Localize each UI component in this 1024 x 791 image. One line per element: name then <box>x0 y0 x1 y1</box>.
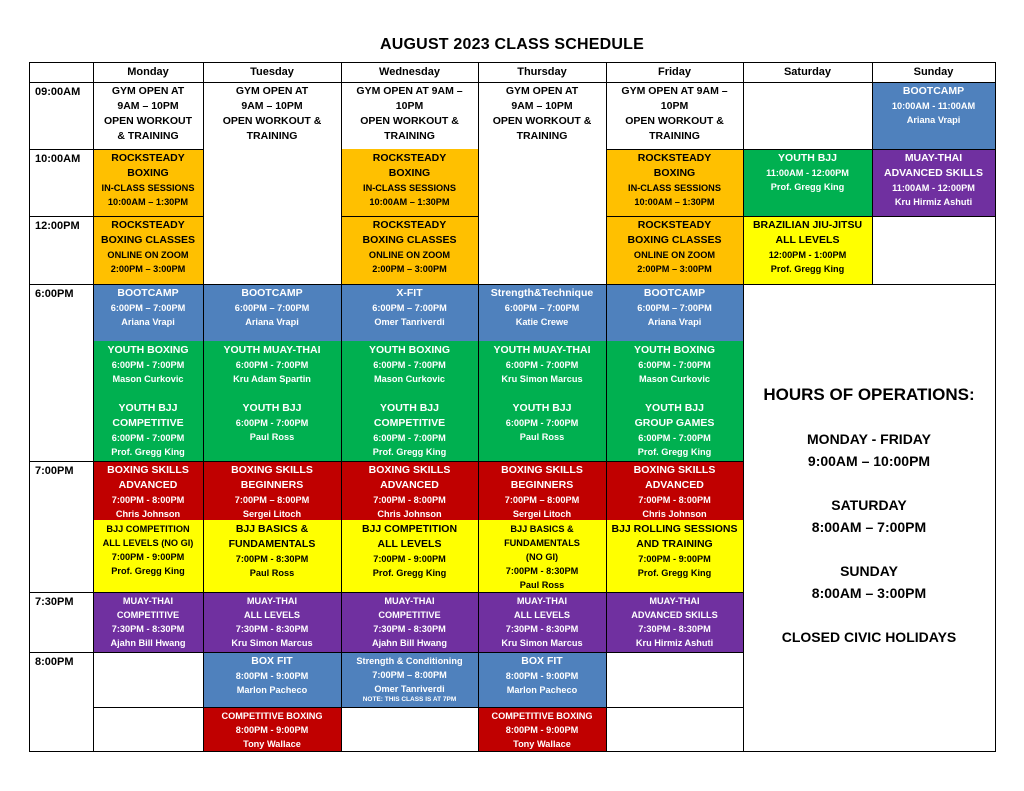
class-cell-r-mon <box>93 461 203 520</box>
class-line: ONLINE ON ZOOM <box>368 250 451 260</box>
class-line: YOUTH BJJ <box>380 402 439 414</box>
class-line: COMPETITIVE <box>373 417 446 429</box>
class-line: BOXING CLASSES <box>627 234 722 246</box>
class-line: TRAINING <box>246 130 298 142</box>
class-line: 10:00AM - 11:00AM <box>891 101 976 111</box>
class-line: GYM OPEN AT <box>235 85 309 97</box>
class-line: 8:00PM - 9:00PM <box>505 671 579 681</box>
class-line: Ariana Vrapi <box>121 317 175 327</box>
class-cell-p-tue <box>203 592 341 652</box>
class-cell-cb-thu <box>478 707 606 751</box>
class-line: Katie Crewe <box>515 317 569 327</box>
class-cell-b1-mon <box>93 284 203 341</box>
class-line: Paul Ross <box>519 432 565 442</box>
class-line: Kru Hirmiz Ashuti <box>894 197 973 207</box>
class-line: Paul Ross <box>249 568 295 578</box>
class-line: OPEN WORKOUT & <box>222 115 322 127</box>
class-line: Paul Ross <box>249 432 295 442</box>
sunday-hours: 8:00AM – 3:00PM <box>811 585 927 601</box>
class-cell-rock-mon <box>93 149 203 216</box>
class-line: Chris Johnson <box>377 509 442 519</box>
class-cell-sun-muaythai <box>872 149 995 216</box>
class-line: BOXING <box>653 167 696 179</box>
class-cell-y-thu <box>478 520 606 592</box>
class-cell-b1-tue <box>203 284 341 341</box>
class-line: ADVANCED <box>380 479 439 491</box>
class-line: 6:00PM - 7:00PM <box>111 360 185 370</box>
class-line: Marlon Pacheco <box>236 685 308 695</box>
saturday-label: SATURDAY <box>831 497 907 513</box>
class-cell-zoom-mon <box>93 216 203 284</box>
hours-of-operation <box>743 384 995 648</box>
grid-line <box>93 707 743 708</box>
class-cell-g2-fri <box>606 399 743 461</box>
class-line: 6:00PM - 7:00PM <box>111 433 185 443</box>
class-line: 10PM <box>660 100 689 112</box>
class-line: Prof. Gregg King <box>111 566 185 576</box>
class-cell-y-wed <box>341 520 478 592</box>
class-line: 7:00PM – 8:00PM <box>234 495 310 505</box>
day-header-wednesday: Wednesday <box>379 66 440 78</box>
class-line: 2:00PM – 3:00PM <box>637 264 712 274</box>
class-line: 2:00PM – 3:00PM <box>110 264 186 274</box>
class-line: 7:00PM - 9:00PM <box>373 554 446 564</box>
class-cell-y-fri <box>606 520 743 592</box>
class-line: GROUP GAMES <box>634 417 715 429</box>
class-line: BOXING SKILLS <box>231 464 313 476</box>
class-line: Kru Adam Spartin <box>233 374 311 384</box>
class-line: 6:00PM – 7:00PM <box>234 303 310 313</box>
class-line: COMPETITIVE BOXING <box>221 711 323 721</box>
class-line: 10:00AM – 1:30PM <box>107 197 189 207</box>
class-cell-rock-fri <box>606 149 743 216</box>
class-line: FUNDAMENTALS <box>228 538 316 550</box>
grid-line <box>995 62 996 752</box>
class-line: BOXING SKILLS <box>107 464 189 476</box>
class-cell-p-thu <box>478 592 606 652</box>
sunday-label: SUNDAY <box>840 563 898 579</box>
class-line: 6:00PM - 7:00PM <box>505 360 579 370</box>
class-cell-rock-wed <box>341 149 478 216</box>
class-line: Ariana Vrapi <box>647 317 702 327</box>
class-line: GYM OPEN AT 9AM – <box>621 85 728 97</box>
class-line: Omer Tanriverdi <box>374 684 445 694</box>
class-line: BJJ BASICS & <box>235 523 309 535</box>
class-line: Strength & Conditioning <box>356 656 463 666</box>
class-line: Prof. Gregg King <box>637 447 712 457</box>
class-cell-y-mon <box>93 520 203 592</box>
class-line: YOUTH MUAY-THAI <box>493 344 591 356</box>
grid-line <box>606 62 607 752</box>
class-line: IN-CLASS SESSIONS <box>628 183 721 193</box>
class-line: 7:00PM - 8:30PM <box>235 554 309 564</box>
grid-line <box>478 62 479 752</box>
class-line: ONLINE ON ZOOM <box>107 250 189 260</box>
class-line: 2:00PM – 3:00PM <box>372 264 447 274</box>
class-line: 6:00PM - 7:00PM <box>235 360 309 370</box>
grid-line <box>29 652 743 653</box>
class-line: YOUTH BOXING <box>633 344 716 356</box>
class-line: Prof. Gregg King <box>372 568 447 578</box>
class-line: ADVANCED SKILLS <box>884 167 983 179</box>
class-cell-cb-tue <box>203 707 341 751</box>
class-line: 6:00PM – 7:00PM <box>504 303 580 313</box>
class-line: OPEN WORKOUT & <box>492 115 592 127</box>
class-cell-sat-bjj <box>743 216 872 284</box>
class-cell-gym-mon <box>93 82 203 149</box>
class-line: TRAINING <box>649 130 700 142</box>
grid-line <box>29 461 743 462</box>
time-label: 7:00PM <box>35 465 74 477</box>
class-line: 6:00PM - 7:00PM <box>638 433 711 443</box>
class-line: 6:00PM - 7:00PM <box>373 433 446 443</box>
class-cell-r-thu <box>478 461 606 520</box>
grid-line <box>203 62 204 752</box>
class-line: 6:00PM – 7:00PM <box>372 303 447 313</box>
class-line: Strength&Technique <box>490 287 594 299</box>
class-line: 6:00PM - 7:00PM <box>638 360 711 370</box>
class-line: 7:00PM - 8:00PM <box>638 495 711 505</box>
day-header-tuesday: Tuesday <box>250 66 294 78</box>
class-line: MUAY-THAI <box>122 596 174 606</box>
class-line: 7:00PM - 8:00PM <box>111 495 185 505</box>
grid-line <box>341 62 342 752</box>
grid-line <box>29 82 995 83</box>
class-line: 10:00AM – 1:30PM <box>369 197 450 207</box>
class-line: BRAZILIAN JIU-JITSU <box>752 219 863 231</box>
class-line: Mason Curkovic <box>374 374 445 384</box>
class-line: 6:00PM – 7:00PM <box>637 303 712 313</box>
class-line: ONLINE ON ZOOM <box>633 250 716 260</box>
class-line: GYM OPEN AT 9AM – <box>356 85 463 97</box>
grid-line <box>29 592 743 593</box>
class-line: BJJ BASICS & <box>510 524 574 534</box>
class-cell-p-wed <box>341 592 478 652</box>
class-line: GYM OPEN AT <box>505 85 579 97</box>
day-header-thursday: Thursday <box>517 66 567 78</box>
class-line: Mason Curkovic <box>639 374 710 384</box>
class-cell-g2-tue <box>203 399 341 461</box>
class-line: 9AM – 10PM <box>117 100 179 112</box>
class-line: ADVANCED SKILLS <box>631 610 718 620</box>
class-line: BEGINNERS <box>510 479 574 491</box>
holiday-notice: CLOSED CIVIC HOLIDAYS <box>781 629 957 645</box>
class-line: Prof. Gregg King <box>770 182 845 192</box>
class-cell-b1-thu <box>478 284 606 341</box>
class-line: Tony Wallace <box>243 739 301 749</box>
class-line: Ajahn Bill Hwang <box>110 638 186 648</box>
class-line: YOUTH BJJ <box>645 402 704 414</box>
class-line: Kru Simon Marcus <box>501 374 583 384</box>
class-line: 9AM – 10PM <box>241 100 303 112</box>
grid-line <box>29 62 30 752</box>
class-line: Tony Wallace <box>513 739 571 749</box>
weekday-hours: 9:00AM – 10:00PM <box>807 453 931 469</box>
class-line: 7:00PM - 9:00PM <box>111 552 185 562</box>
class-line: COMPETITIVE <box>112 417 184 429</box>
class-cell-sc-wed <box>341 652 478 707</box>
grid-line <box>606 216 995 217</box>
class-line: BOOTCAMP <box>241 287 303 299</box>
class-line: Prof. Gregg King <box>637 568 712 578</box>
class-line: 7:00PM – 8:00PM <box>504 495 580 505</box>
class-cell-gym-tue <box>203 82 341 149</box>
class-cell-b1-fri <box>606 284 743 341</box>
class-line: 7:30PM - 8:30PM <box>235 624 309 634</box>
class-line: GYM OPEN AT <box>111 85 185 97</box>
class-cell-sat-youth-bjj <box>743 149 872 216</box>
grid-line <box>606 149 995 150</box>
hours-heading: HOURS OF OPERATIONS: <box>763 385 975 404</box>
class-line: 6:00PM - 7:00PM <box>505 418 579 428</box>
class-line: ALL LEVELS <box>377 538 442 550</box>
day-header-friday: Friday <box>657 66 691 78</box>
class-line: BJJ ROLLING SESSIONS <box>611 523 738 535</box>
class-line: BEGINNERS <box>240 479 304 491</box>
class-cell-g1-tue <box>203 341 341 399</box>
time-label: 09:00AM <box>35 86 81 98</box>
class-line: Sergei Litoch <box>242 509 302 519</box>
class-line: 11:00AM - 12:00PM <box>766 168 849 178</box>
grid-line <box>29 62 995 63</box>
class-line: 7:00PM – 8:00PM <box>372 670 447 680</box>
class-cell-g2-mon <box>93 399 203 461</box>
class-line: COMPETITIVE <box>116 610 180 620</box>
class-line: Marlon Pacheco <box>506 685 578 695</box>
grid-line <box>29 216 203 217</box>
grid-line <box>29 751 995 752</box>
class-line: BJJ COMPETITION <box>361 523 458 535</box>
class-line: ROCKSTEADY <box>372 152 447 164</box>
class-cell-bf-tue <box>203 652 341 707</box>
class-line: ROCKSTEADY <box>637 219 712 231</box>
class-line: IN-CLASS SESSIONS <box>363 183 456 193</box>
class-line: 8:00PM - 9:00PM <box>235 671 309 681</box>
class-line: Ajahn Bill Hwang <box>371 638 448 648</box>
class-line: 8:00PM - 9:00PM <box>505 725 579 735</box>
grid-line <box>341 216 478 217</box>
day-header-monday: Monday <box>127 66 169 78</box>
class-line: BOXING CLASSES <box>101 234 195 246</box>
class-line: 7:30PM - 8:30PM <box>111 624 185 634</box>
class-line: BOXING SKILLS <box>368 464 451 476</box>
class-line: YOUTH BOXING <box>107 344 189 356</box>
grid-line <box>29 284 995 285</box>
class-cell-r-wed <box>341 461 478 520</box>
class-line: ALL LEVELS (NO GI) <box>102 538 194 548</box>
class-line: MUAY-THAI <box>904 152 963 164</box>
class-line: AND TRAINING <box>636 538 713 550</box>
class-line: BOXING SKILLS <box>633 464 716 476</box>
class-line: & TRAINING <box>117 130 179 142</box>
class-line: Mason Curkovic <box>112 374 184 384</box>
class-cell-bf-thu <box>478 652 606 707</box>
class-line: Paul Ross <box>519 580 565 590</box>
class-line: Chris Johnson <box>642 509 707 519</box>
time-label: 8:00PM <box>35 656 74 668</box>
class-cell-g1-wed <box>341 341 478 399</box>
class-line: BJJ COMPETITION <box>106 524 190 534</box>
class-line: ROCKSTEADY <box>372 219 447 231</box>
time-label: 6:00PM <box>35 288 74 300</box>
class-line: YOUTH BJJ <box>242 402 302 414</box>
class-line: 7:30PM - 8:30PM <box>505 624 579 634</box>
class-line: BOX FIT <box>251 655 293 667</box>
class-cell-gym-wed <box>341 82 478 149</box>
class-line: MUAY-THAI <box>649 596 700 606</box>
class-line: 7:30PM - 8:30PM <box>638 624 711 634</box>
class-line: 7:00PM - 8:30PM <box>505 566 579 576</box>
class-line: YOUTH BJJ <box>118 402 178 414</box>
class-line: 12:00PM - 1:00PM <box>768 250 847 260</box>
class-line: IN-CLASS SESSIONS <box>101 183 195 193</box>
class-cell-g1-fri <box>606 341 743 399</box>
class-line: 6:00PM - 7:00PM <box>235 418 309 428</box>
class-cell-r-tue <box>203 461 341 520</box>
class-line: BOXING <box>388 167 431 179</box>
time-label: 7:30PM <box>35 596 74 608</box>
class-line: ALL LEVELS <box>514 610 570 620</box>
class-line: 9AM – 10PM <box>511 100 573 112</box>
class-line: ALL LEVELS <box>244 610 300 620</box>
class-line: YOUTH BJJ <box>778 152 837 164</box>
class-cell-p-mon <box>93 592 203 652</box>
time-label: 12:00PM <box>35 220 80 232</box>
grid-line <box>93 62 94 752</box>
class-line: MUAY-THAI <box>516 596 568 606</box>
weekday-label: MONDAY - FRIDAY <box>807 431 931 447</box>
class-cell-g2-thu <box>478 399 606 461</box>
class-line: Sergei Litoch <box>512 509 572 519</box>
class-line: Prof. Gregg King <box>770 264 845 274</box>
class-line: Kru Simon Marcus <box>231 638 313 648</box>
class-line: BOXING SKILLS <box>501 464 583 476</box>
class-line: Prof. Gregg King <box>372 447 447 457</box>
class-cell-g1-mon <box>93 341 203 399</box>
class-line: Chris Johnson <box>115 509 181 519</box>
class-line: Ariana Vrapi <box>245 317 299 327</box>
class-line: YOUTH BJJ <box>512 402 572 414</box>
class-line: BOXING CLASSES <box>362 234 457 246</box>
class-line: TRAINING <box>516 130 568 142</box>
class-line: BOOTCAMP <box>643 287 706 299</box>
class-line: 7:00PM - 8:00PM <box>373 495 446 505</box>
class-line: 11:00AM - 12:00PM <box>892 183 975 193</box>
class-line: COMPETITIVE BOXING <box>491 711 593 721</box>
class-line: YOUTH MUAY-THAI <box>223 344 321 356</box>
class-line: Kru Simon Marcus <box>501 638 583 648</box>
class-cell-r-fri <box>606 461 743 520</box>
class-line: 7:30PM - 8:30PM <box>373 624 446 634</box>
class-cell-b1-wed <box>341 284 478 341</box>
class-line: MUAY-THAI <box>246 596 298 606</box>
class-line: NOTE: THIS CLASS IS AT 7PM <box>362 696 457 703</box>
class-line: BOXING <box>127 167 169 179</box>
class-line: YOUTH BOXING <box>368 344 451 356</box>
class-line: ROCKSTEADY <box>111 219 185 231</box>
class-line: BOX FIT <box>521 655 563 667</box>
class-line: OPEN WORKOUT <box>103 115 193 127</box>
class-line: X-FIT <box>396 287 423 299</box>
class-line: 10:00AM – 1:30PM <box>634 197 715 207</box>
class-cell-g1-thu <box>478 341 606 399</box>
class-line: TRAINING <box>384 130 435 142</box>
class-cell-zoom-fri <box>606 216 743 284</box>
class-line: (NO GI) <box>525 552 559 562</box>
class-cell-g2-wed <box>341 399 478 461</box>
grid-line <box>872 62 873 284</box>
class-cell-zoom-wed <box>341 216 478 284</box>
class-line: 7:00PM - 9:00PM <box>638 554 711 564</box>
class-cell-sun-bootcamp <box>872 82 995 149</box>
class-line: BOOTCAMP <box>902 85 965 97</box>
class-line: Omer Tanriverdi <box>374 317 445 327</box>
class-line: Kru Hirmiz Ashuti <box>635 638 714 648</box>
class-cell-y-tue <box>203 520 341 592</box>
day-header-sunday: Sunday <box>913 66 954 78</box>
class-line: COMPETITIVE <box>378 610 441 620</box>
class-line: 8:00PM - 9:00PM <box>235 725 309 735</box>
class-line: OPEN WORKOUT & <box>625 115 724 127</box>
grid-line <box>29 149 203 150</box>
class-cell-p-fri <box>606 592 743 652</box>
class-line: MUAY-THAI <box>384 596 435 606</box>
class-line: Prof. Gregg King <box>111 447 185 457</box>
class-line: ROCKSTEADY <box>111 152 185 164</box>
time-label: 10:00AM <box>35 153 81 165</box>
class-line: 6:00PM – 7:00PM <box>110 303 186 313</box>
schedule-title: AUGUST 2023 CLASS SCHEDULE <box>380 36 644 53</box>
class-cell-gym-fri <box>606 82 743 149</box>
class-line: ADVANCED <box>645 479 704 491</box>
class-cell-gym-thu <box>478 82 606 149</box>
day-header-saturday: Saturday <box>783 66 832 78</box>
class-line: BOOTCAMP <box>117 287 179 299</box>
class-line: Ariana Vrapi <box>906 115 961 125</box>
class-line: 10PM <box>395 100 424 112</box>
class-line: ROCKSTEADY <box>637 152 712 164</box>
class-line: OPEN WORKOUT & <box>360 115 459 127</box>
class-line: FUNDAMENTALS <box>504 538 580 548</box>
saturday-hours: 8:00AM – 7:00PM <box>811 519 927 535</box>
class-line: 6:00PM - 7:00PM <box>373 360 446 370</box>
class-line: ALL LEVELS <box>775 234 840 246</box>
class-line: ADVANCED <box>118 479 178 491</box>
